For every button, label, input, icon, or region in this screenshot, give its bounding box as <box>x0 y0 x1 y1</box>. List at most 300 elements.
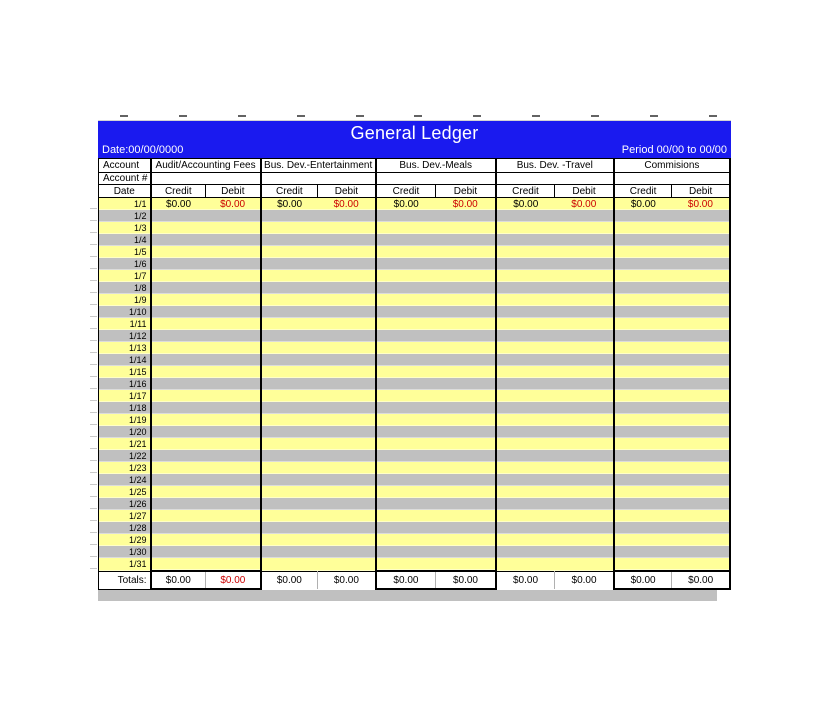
debit-cell[interactable] <box>206 438 261 450</box>
credit-cell[interactable] <box>496 510 555 522</box>
debit-cell[interactable] <box>436 474 496 486</box>
debit-cell[interactable] <box>206 342 261 354</box>
debit-cell[interactable] <box>672 486 730 498</box>
debit-cell[interactable] <box>206 366 261 378</box>
debit-cell[interactable] <box>318 366 376 378</box>
debit-cell[interactable] <box>555 438 614 450</box>
debit-cell[interactable] <box>672 426 730 438</box>
credit-cell[interactable] <box>614 294 672 306</box>
credit-cell[interactable] <box>496 462 555 474</box>
credit-cell[interactable] <box>614 210 672 222</box>
debit-cell[interactable] <box>206 474 261 486</box>
credit-cell[interactable] <box>614 462 672 474</box>
credit-cell[interactable] <box>151 414 206 426</box>
debit-cell[interactable] <box>436 246 496 258</box>
debit-cell[interactable] <box>672 498 730 510</box>
credit-cell[interactable] <box>261 390 318 402</box>
credit-cell[interactable] <box>614 354 672 366</box>
debit-cell[interactable] <box>555 258 614 270</box>
credit-cell[interactable] <box>151 462 206 474</box>
credit-cell[interactable] <box>614 474 672 486</box>
debit-cell[interactable] <box>555 294 614 306</box>
debit-cell[interactable] <box>672 282 730 294</box>
debit-cell[interactable] <box>206 558 261 571</box>
debit-cell[interactable] <box>318 282 376 294</box>
credit-cell[interactable] <box>376 258 436 270</box>
debit-cell[interactable] <box>318 462 376 474</box>
debit-cell[interactable] <box>436 318 496 330</box>
debit-cell[interactable] <box>672 258 730 270</box>
credit-cell[interactable] <box>151 294 206 306</box>
debit-cell[interactable] <box>206 246 261 258</box>
debit-cell[interactable] <box>672 558 730 571</box>
credit-cell[interactable] <box>496 306 555 318</box>
credit-cell[interactable] <box>376 510 436 522</box>
credit-cell[interactable] <box>151 258 206 270</box>
credit-cell[interactable] <box>496 270 555 282</box>
debit-cell[interactable] <box>318 390 376 402</box>
credit-cell[interactable] <box>261 294 318 306</box>
debit-cell[interactable] <box>555 402 614 414</box>
credit-cell[interactable] <box>151 390 206 402</box>
credit-cell[interactable] <box>261 534 318 546</box>
credit-cell[interactable] <box>151 522 206 534</box>
period-field[interactable]: Period 00/00 to 00/00 <box>621 144 727 156</box>
debit-cell[interactable] <box>206 234 261 246</box>
credit-cell[interactable] <box>614 426 672 438</box>
credit-cell[interactable] <box>151 402 206 414</box>
debit-cell[interactable] <box>436 462 496 474</box>
credit-cell[interactable] <box>376 474 436 486</box>
debit-cell[interactable] <box>672 462 730 474</box>
debit-cell[interactable]: $0.00 <box>672 198 730 211</box>
debit-cell[interactable] <box>206 486 261 498</box>
debit-cell[interactable] <box>318 414 376 426</box>
debit-cell[interactable] <box>672 306 730 318</box>
debit-cell[interactable] <box>206 498 261 510</box>
debit-cell[interactable] <box>672 390 730 402</box>
debit-cell[interactable] <box>318 354 376 366</box>
debit-cell[interactable] <box>555 426 614 438</box>
credit-cell[interactable] <box>614 414 672 426</box>
debit-cell[interactable] <box>555 546 614 558</box>
credit-cell[interactable] <box>614 390 672 402</box>
debit-cell[interactable] <box>436 342 496 354</box>
credit-cell[interactable] <box>151 558 206 571</box>
account-number-cell[interactable] <box>496 173 614 185</box>
credit-cell[interactable] <box>496 390 555 402</box>
debit-cell[interactable] <box>436 222 496 234</box>
credit-cell[interactable] <box>614 318 672 330</box>
debit-cell[interactable] <box>436 294 496 306</box>
debit-cell[interactable] <box>555 210 614 222</box>
debit-cell[interactable] <box>672 474 730 486</box>
debit-cell[interactable] <box>555 474 614 486</box>
credit-cell[interactable] <box>496 546 555 558</box>
debit-cell[interactable] <box>436 270 496 282</box>
debit-cell[interactable] <box>318 474 376 486</box>
debit-cell[interactable] <box>555 522 614 534</box>
debit-cell[interactable] <box>436 522 496 534</box>
credit-cell[interactable] <box>151 378 206 390</box>
credit-cell[interactable] <box>614 450 672 462</box>
credit-cell[interactable] <box>496 246 555 258</box>
credit-cell[interactable] <box>614 438 672 450</box>
credit-cell[interactable] <box>496 342 555 354</box>
credit-cell[interactable] <box>261 318 318 330</box>
debit-cell[interactable] <box>206 426 261 438</box>
debit-cell[interactable] <box>436 306 496 318</box>
debit-cell[interactable] <box>555 330 614 342</box>
credit-cell[interactable] <box>376 354 436 366</box>
debit-cell[interactable] <box>672 222 730 234</box>
debit-cell[interactable] <box>318 222 376 234</box>
debit-cell[interactable] <box>436 234 496 246</box>
credit-cell[interactable] <box>151 222 206 234</box>
debit-cell[interactable] <box>436 402 496 414</box>
credit-cell[interactable]: $0.00 <box>376 198 436 211</box>
credit-cell[interactable] <box>614 558 672 571</box>
credit-cell[interactable] <box>496 450 555 462</box>
debit-cell[interactable] <box>206 222 261 234</box>
credit-cell[interactable] <box>151 210 206 222</box>
credit-cell[interactable] <box>614 342 672 354</box>
debit-cell[interactable] <box>672 438 730 450</box>
debit-cell[interactable] <box>436 486 496 498</box>
debit-cell[interactable] <box>555 510 614 522</box>
debit-cell[interactable] <box>436 534 496 546</box>
debit-cell[interactable] <box>206 306 261 318</box>
credit-cell[interactable] <box>496 414 555 426</box>
credit-cell[interactable] <box>614 486 672 498</box>
debit-cell[interactable] <box>206 510 261 522</box>
credit-cell[interactable] <box>376 330 436 342</box>
debit-cell[interactable] <box>672 270 730 282</box>
credit-cell[interactable] <box>376 246 436 258</box>
credit-cell[interactable] <box>614 306 672 318</box>
debit-cell[interactable] <box>555 354 614 366</box>
debit-cell[interactable]: $0.00 <box>318 198 376 211</box>
debit-cell[interactable] <box>555 462 614 474</box>
debit-cell[interactable] <box>206 210 261 222</box>
credit-cell[interactable] <box>151 330 206 342</box>
credit-cell[interactable] <box>614 246 672 258</box>
credit-cell[interactable] <box>151 246 206 258</box>
debit-cell[interactable] <box>318 522 376 534</box>
credit-cell[interactable] <box>261 354 318 366</box>
account-number-cell[interactable] <box>151 173 261 185</box>
debit-cell[interactable] <box>436 282 496 294</box>
credit-cell[interactable] <box>261 414 318 426</box>
credit-cell[interactable] <box>151 474 206 486</box>
debit-cell[interactable] <box>318 234 376 246</box>
debit-cell[interactable] <box>318 270 376 282</box>
debit-cell[interactable] <box>206 414 261 426</box>
debit-cell[interactable] <box>318 318 376 330</box>
debit-cell[interactable] <box>206 522 261 534</box>
debit-cell[interactable] <box>436 210 496 222</box>
credit-cell[interactable]: $0.00 <box>151 198 206 211</box>
debit-cell[interactable] <box>436 558 496 571</box>
credit-cell[interactable] <box>151 354 206 366</box>
credit-cell[interactable] <box>614 534 672 546</box>
credit-cell[interactable] <box>614 510 672 522</box>
credit-cell[interactable] <box>614 522 672 534</box>
credit-cell[interactable]: $0.00 <box>496 198 555 211</box>
credit-cell[interactable] <box>496 558 555 571</box>
credit-cell[interactable] <box>151 426 206 438</box>
credit-cell[interactable] <box>261 246 318 258</box>
credit-cell[interactable] <box>151 438 206 450</box>
credit-cell[interactable] <box>376 402 436 414</box>
debit-cell[interactable] <box>672 402 730 414</box>
credit-cell[interactable] <box>261 270 318 282</box>
credit-cell[interactable] <box>496 294 555 306</box>
debit-cell[interactable] <box>318 438 376 450</box>
debit-cell[interactable] <box>318 534 376 546</box>
credit-cell[interactable] <box>496 534 555 546</box>
debit-cell[interactable] <box>318 342 376 354</box>
debit-cell[interactable] <box>555 234 614 246</box>
credit-cell[interactable] <box>261 330 318 342</box>
debit-cell[interactable] <box>672 378 730 390</box>
credit-cell[interactable] <box>376 546 436 558</box>
credit-cell[interactable] <box>496 366 555 378</box>
credit-cell[interactable] <box>261 438 318 450</box>
debit-cell[interactable] <box>206 450 261 462</box>
credit-cell[interactable] <box>261 510 318 522</box>
credit-cell[interactable] <box>376 522 436 534</box>
debit-cell[interactable] <box>555 282 614 294</box>
credit-cell[interactable] <box>376 450 436 462</box>
credit-cell[interactable] <box>496 402 555 414</box>
debit-cell[interactable] <box>555 498 614 510</box>
debit-cell[interactable] <box>318 450 376 462</box>
credit-cell[interactable] <box>496 354 555 366</box>
credit-cell[interactable] <box>261 378 318 390</box>
credit-cell[interactable]: $0.00 <box>261 198 318 211</box>
credit-cell[interactable] <box>496 222 555 234</box>
credit-cell[interactable] <box>151 306 206 318</box>
credit-cell[interactable] <box>496 318 555 330</box>
credit-cell[interactable] <box>376 222 436 234</box>
debit-cell[interactable] <box>672 234 730 246</box>
credit-cell[interactable] <box>376 486 436 498</box>
debit-cell[interactable] <box>555 534 614 546</box>
credit-cell[interactable] <box>151 498 206 510</box>
debit-cell[interactable] <box>672 450 730 462</box>
credit-cell[interactable] <box>496 438 555 450</box>
credit-cell[interactable] <box>376 426 436 438</box>
credit-cell[interactable] <box>261 426 318 438</box>
debit-cell[interactable] <box>672 414 730 426</box>
credit-cell[interactable] <box>151 534 206 546</box>
debit-cell[interactable] <box>206 534 261 546</box>
credit-cell[interactable] <box>261 258 318 270</box>
credit-cell[interactable] <box>261 522 318 534</box>
credit-cell[interactable] <box>261 402 318 414</box>
debit-cell[interactable] <box>318 486 376 498</box>
credit-cell[interactable] <box>151 546 206 558</box>
credit-cell[interactable] <box>261 498 318 510</box>
debit-cell[interactable] <box>318 378 376 390</box>
debit-cell[interactable] <box>436 510 496 522</box>
credit-cell[interactable] <box>614 234 672 246</box>
debit-cell[interactable] <box>318 402 376 414</box>
debit-cell[interactable] <box>318 306 376 318</box>
debit-cell[interactable] <box>436 378 496 390</box>
credit-cell[interactable] <box>614 498 672 510</box>
debit-cell[interactable] <box>555 306 614 318</box>
credit-cell[interactable] <box>376 378 436 390</box>
credit-cell[interactable] <box>496 486 555 498</box>
credit-cell[interactable] <box>614 366 672 378</box>
credit-cell[interactable] <box>376 282 436 294</box>
credit-cell[interactable] <box>151 342 206 354</box>
debit-cell[interactable] <box>206 270 261 282</box>
credit-cell[interactable] <box>496 258 555 270</box>
credit-cell[interactable] <box>376 294 436 306</box>
debit-cell[interactable] <box>672 366 730 378</box>
debit-cell[interactable] <box>672 522 730 534</box>
debit-cell[interactable] <box>206 546 261 558</box>
account-number-cell[interactable] <box>614 173 730 185</box>
credit-cell[interactable] <box>376 234 436 246</box>
debit-cell[interactable] <box>555 222 614 234</box>
credit-cell[interactable] <box>496 330 555 342</box>
debit-cell[interactable] <box>206 294 261 306</box>
credit-cell[interactable] <box>376 270 436 282</box>
debit-cell[interactable] <box>555 270 614 282</box>
debit-cell[interactable] <box>318 210 376 222</box>
credit-cell[interactable] <box>376 342 436 354</box>
account-number-cell[interactable] <box>376 173 496 185</box>
credit-cell[interactable] <box>376 558 436 571</box>
credit-cell[interactable] <box>376 462 436 474</box>
debit-cell[interactable] <box>555 486 614 498</box>
debit-cell[interactable] <box>206 258 261 270</box>
credit-cell[interactable] <box>261 222 318 234</box>
credit-cell[interactable] <box>376 210 436 222</box>
credit-cell[interactable] <box>261 546 318 558</box>
credit-cell[interactable] <box>614 258 672 270</box>
credit-cell[interactable] <box>614 330 672 342</box>
debit-cell[interactable] <box>555 366 614 378</box>
credit-cell[interactable] <box>151 270 206 282</box>
credit-cell[interactable] <box>496 282 555 294</box>
credit-cell[interactable] <box>151 450 206 462</box>
debit-cell[interactable] <box>672 354 730 366</box>
debit-cell[interactable] <box>672 546 730 558</box>
credit-cell[interactable] <box>376 306 436 318</box>
debit-cell[interactable] <box>672 246 730 258</box>
debit-cell[interactable] <box>672 342 730 354</box>
credit-cell[interactable] <box>376 366 436 378</box>
debit-cell[interactable] <box>206 378 261 390</box>
credit-cell[interactable] <box>151 318 206 330</box>
debit-cell[interactable] <box>318 498 376 510</box>
debit-cell[interactable] <box>555 246 614 258</box>
date-field[interactable]: Date:00/00/0000 <box>102 144 184 156</box>
debit-cell[interactable] <box>318 546 376 558</box>
credit-cell[interactable] <box>151 486 206 498</box>
credit-cell[interactable] <box>614 222 672 234</box>
debit-cell[interactable] <box>672 330 730 342</box>
credit-cell[interactable] <box>261 558 318 571</box>
debit-cell[interactable] <box>555 342 614 354</box>
credit-cell[interactable] <box>151 282 206 294</box>
credit-cell[interactable] <box>614 270 672 282</box>
debit-cell[interactable]: $0.00 <box>206 198 261 211</box>
debit-cell[interactable] <box>436 426 496 438</box>
credit-cell[interactable] <box>376 438 436 450</box>
debit-cell[interactable] <box>318 426 376 438</box>
credit-cell[interactable] <box>261 282 318 294</box>
debit-cell[interactable] <box>318 246 376 258</box>
credit-cell[interactable] <box>614 282 672 294</box>
credit-cell[interactable] <box>376 534 436 546</box>
credit-cell[interactable] <box>261 342 318 354</box>
debit-cell[interactable] <box>436 366 496 378</box>
debit-cell[interactable] <box>436 546 496 558</box>
debit-cell[interactable]: $0.00 <box>555 198 614 211</box>
debit-cell[interactable] <box>206 330 261 342</box>
credit-cell[interactable] <box>261 474 318 486</box>
debit-cell[interactable] <box>318 558 376 571</box>
credit-cell[interactable] <box>376 318 436 330</box>
debit-cell[interactable] <box>318 258 376 270</box>
debit-cell[interactable] <box>672 510 730 522</box>
debit-cell[interactable] <box>436 450 496 462</box>
debit-cell[interactable] <box>672 534 730 546</box>
credit-cell[interactable] <box>614 546 672 558</box>
credit-cell[interactable] <box>151 366 206 378</box>
debit-cell[interactable] <box>206 462 261 474</box>
credit-cell[interactable] <box>614 402 672 414</box>
debit-cell[interactable] <box>436 498 496 510</box>
credit-cell[interactable] <box>261 234 318 246</box>
debit-cell[interactable] <box>555 450 614 462</box>
credit-cell[interactable] <box>261 450 318 462</box>
debit-cell[interactable] <box>436 414 496 426</box>
credit-cell[interactable] <box>261 486 318 498</box>
credit-cell[interactable] <box>261 462 318 474</box>
debit-cell[interactable] <box>318 330 376 342</box>
credit-cell[interactable] <box>376 498 436 510</box>
debit-cell[interactable] <box>672 294 730 306</box>
debit-cell[interactable] <box>206 390 261 402</box>
debit-cell[interactable] <box>318 294 376 306</box>
credit-cell[interactable] <box>496 234 555 246</box>
account-number-cell[interactable] <box>261 173 376 185</box>
credit-cell[interactable] <box>614 378 672 390</box>
debit-cell[interactable] <box>436 438 496 450</box>
debit-cell[interactable] <box>436 330 496 342</box>
debit-cell[interactable] <box>555 378 614 390</box>
credit-cell[interactable] <box>261 366 318 378</box>
debit-cell[interactable] <box>206 318 261 330</box>
credit-cell[interactable] <box>261 306 318 318</box>
credit-cell[interactable] <box>151 510 206 522</box>
credit-cell[interactable] <box>151 234 206 246</box>
credit-cell[interactable] <box>496 378 555 390</box>
debit-cell[interactable] <box>672 318 730 330</box>
debit-cell[interactable] <box>555 558 614 571</box>
debit-cell[interactable] <box>555 390 614 402</box>
credit-cell[interactable] <box>496 426 555 438</box>
credit-cell[interactable] <box>496 522 555 534</box>
debit-cell[interactable] <box>672 210 730 222</box>
